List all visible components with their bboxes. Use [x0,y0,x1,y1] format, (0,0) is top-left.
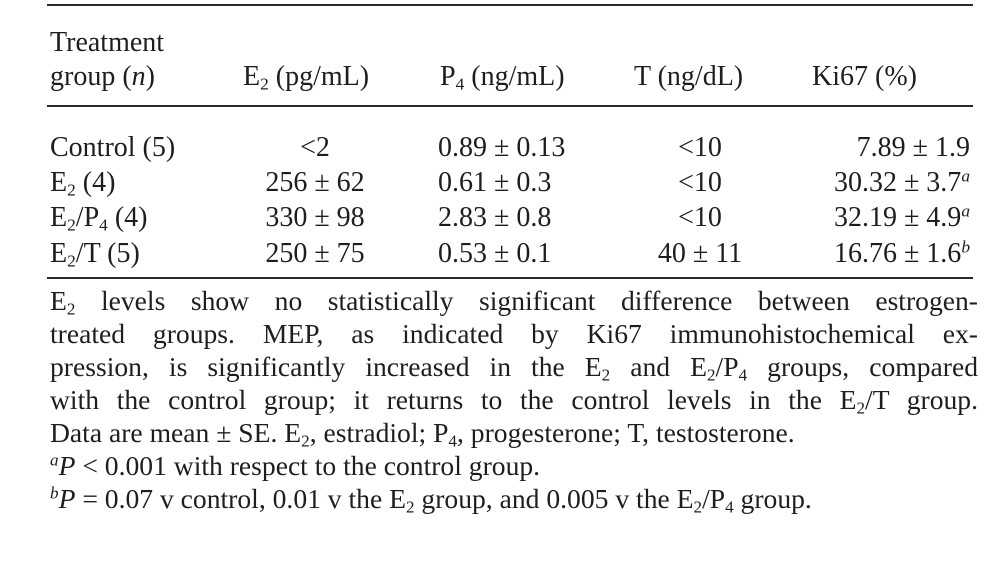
cell-e2: 250 ± 75 [265,238,365,269]
note-line: pression, is significantly increased in the $E_2$ and $E_2/P_4$ groups, compared [50,351,978,385]
cell-group: $E_2/P_4$ (4) [50,202,148,235]
note-line: Data are mean ± SE. $E_2$, estradiol; $P_4$, progesterone; T, testosterone. [50,417,795,451]
cell-e2: 330 ± 98 [265,202,365,233]
table-notes [50,284,978,515]
bottom-rule [47,277,973,279]
cell-t: <10 [678,202,722,233]
cell-t: <10 [678,132,722,163]
note-line: $E_2$ levels show no statistically significant difference between estrogen- [50,285,978,319]
cell-p4: 0.53 ± 0.1 [438,238,552,269]
cell-p4: 0.89 ± 0.13 [438,132,566,163]
header-ki67: Ki67 (%) [812,61,917,92]
header-e2: $E_2$ (pg/mL) [243,61,370,94]
cell-e2: 256 ± 62 [265,167,365,198]
cell-group: Control (5) [50,132,176,163]
table-row [0,166,987,200]
cell-p4: 0.61 ± 0.3 [438,167,552,198]
cell-t: 40 ± 11 [657,238,743,269]
table-row [0,201,987,235]
note-line: with the control group; it returns to the control levels in the $E_2/T$ group. [50,384,978,418]
header-rule [47,105,973,107]
header-treatment: Treatment [50,27,165,58]
cell-ki67: 32.19 ± 4.9$^a$ [833,201,970,233]
cell-group: $E_2/T$ (5) [50,238,140,271]
footnote-a: $^a$P < 0.001 with respect to the control group. [50,450,541,481]
cell-e2: <2 [300,132,330,163]
table-row [0,237,987,271]
note-line: treated groups. MEP, as indicated by Ki67 immunohistochemical ex- [50,318,978,349]
footnote-b: $^b$P = 0.07 v control, 0.01 v the $E_2$ group, and 0.005 v the $E_2/P_4$ group. [50,483,812,517]
cell-ki67: 30.32 ± 3.7$^a$ [833,166,970,198]
cell-ki67: 7.89 ± 1.9 [856,132,970,163]
cell-p4: 2.83 ± 0.8 [438,202,552,233]
header-p4: $P_4$ (ng/mL) [440,61,565,94]
cell-t: <10 [678,167,722,198]
cell-ki67: 16.76 ± 1.6$^b$ [833,237,970,269]
cell-group: $E_2$ (4) [50,167,116,200]
header-t: T (ng/dL) [634,61,744,92]
table-row [0,131,987,165]
top-rule [47,4,973,6]
header-group: group (n) [50,61,155,92]
